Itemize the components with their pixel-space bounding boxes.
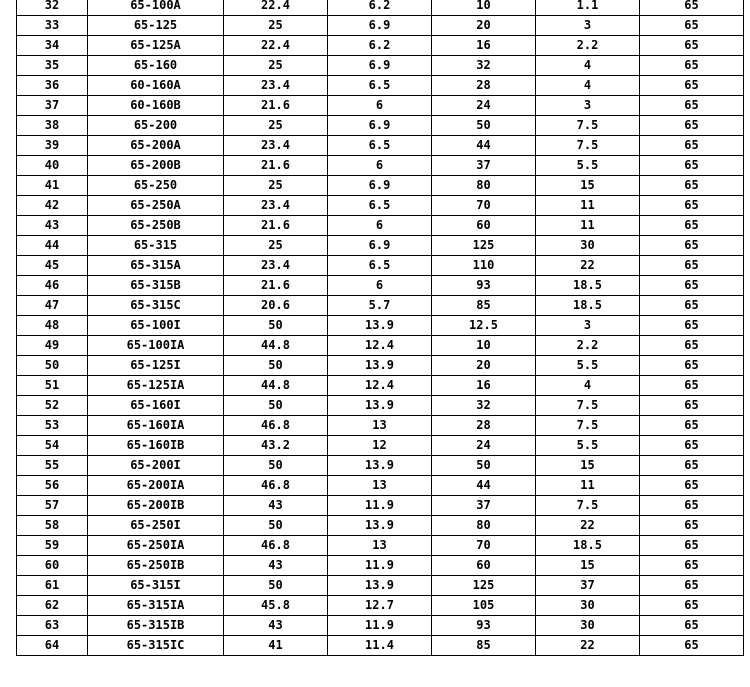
model-cell: 65-250IA bbox=[88, 536, 224, 556]
value-cell-4: 30 bbox=[536, 596, 640, 616]
value-cell-3: 20 bbox=[432, 356, 536, 376]
value-cell-2: 6.5 bbox=[328, 76, 432, 96]
value-cell-3: 110 bbox=[432, 256, 536, 276]
table-row bbox=[17, 216, 744, 236]
value-cell-4: 15 bbox=[536, 176, 640, 196]
row-number-cell: 45 bbox=[17, 256, 88, 276]
value-cell-4: 37 bbox=[536, 576, 640, 596]
value-cell-4: 7.5 bbox=[536, 416, 640, 436]
value-cell-1: 25 bbox=[224, 176, 328, 196]
value-cell-5: 65 bbox=[640, 476, 744, 496]
value-cell-5: 65 bbox=[640, 36, 744, 56]
model-cell: 65-250IB bbox=[88, 556, 224, 576]
table-row bbox=[17, 296, 744, 316]
row-number-cell: 50 bbox=[17, 356, 88, 376]
model-cell: 65-250A bbox=[88, 196, 224, 216]
value-cell-3: 125 bbox=[432, 236, 536, 256]
value-cell-5: 65 bbox=[640, 616, 744, 636]
value-cell-4: 4 bbox=[536, 376, 640, 396]
value-cell-2: 13 bbox=[328, 476, 432, 496]
value-cell-3: 93 bbox=[432, 276, 536, 296]
value-cell-2: 13.9 bbox=[328, 316, 432, 336]
model-cell: 65-200A bbox=[88, 136, 224, 156]
model-cell: 65-125IA bbox=[88, 376, 224, 396]
model-cell: 65-160IA bbox=[88, 416, 224, 436]
value-cell-5: 65 bbox=[640, 336, 744, 356]
value-cell-1: 43.2 bbox=[224, 436, 328, 456]
table-row bbox=[17, 116, 744, 136]
value-cell-1: 50 bbox=[224, 516, 328, 536]
row-number-cell: 60 bbox=[17, 556, 88, 576]
value-cell-1: 44.8 bbox=[224, 376, 328, 396]
value-cell-5: 65 bbox=[640, 196, 744, 216]
value-cell-3: 70 bbox=[432, 536, 536, 556]
value-cell-3: 10 bbox=[432, 336, 536, 356]
row-number-cell: 59 bbox=[17, 536, 88, 556]
value-cell-2: 5.7 bbox=[328, 296, 432, 316]
value-cell-5: 65 bbox=[640, 276, 744, 296]
value-cell-4: 22 bbox=[536, 516, 640, 536]
value-cell-3: 37 bbox=[432, 156, 536, 176]
row-number-cell: 39 bbox=[17, 136, 88, 156]
value-cell-5: 65 bbox=[640, 176, 744, 196]
model-cell: 65-160 bbox=[88, 56, 224, 76]
value-cell-5: 65 bbox=[640, 316, 744, 336]
value-cell-4: 7.5 bbox=[536, 396, 640, 416]
table-row bbox=[17, 376, 744, 396]
row-number-cell: 62 bbox=[17, 596, 88, 616]
value-cell-1: 20.6 bbox=[224, 296, 328, 316]
table-row bbox=[17, 616, 744, 636]
model-cell: 60-160A bbox=[88, 76, 224, 96]
row-number-cell: 48 bbox=[17, 316, 88, 336]
value-cell-2: 12.7 bbox=[328, 596, 432, 616]
value-cell-5: 65 bbox=[640, 516, 744, 536]
value-cell-3: 60 bbox=[432, 216, 536, 236]
row-number-cell: 56 bbox=[17, 476, 88, 496]
value-cell-4: 7.5 bbox=[536, 116, 640, 136]
value-cell-3: 44 bbox=[432, 476, 536, 496]
value-cell-4: 11 bbox=[536, 476, 640, 496]
value-cell-3: 28 bbox=[432, 76, 536, 96]
value-cell-1: 21.6 bbox=[224, 276, 328, 296]
table-row bbox=[17, 96, 744, 116]
value-cell-2: 13.9 bbox=[328, 456, 432, 476]
value-cell-2: 6.9 bbox=[328, 16, 432, 36]
row-number-cell: 46 bbox=[17, 276, 88, 296]
table-row bbox=[17, 556, 744, 576]
value-cell-5: 65 bbox=[640, 156, 744, 176]
value-cell-3: 28 bbox=[432, 416, 536, 436]
row-number-cell: 52 bbox=[17, 396, 88, 416]
value-cell-3: 24 bbox=[432, 96, 536, 116]
value-cell-5: 65 bbox=[640, 296, 744, 316]
row-number-cell: 51 bbox=[17, 376, 88, 396]
model-cell: 65-315C bbox=[88, 296, 224, 316]
value-cell-3: 16 bbox=[432, 376, 536, 396]
value-cell-5: 65 bbox=[640, 376, 744, 396]
value-cell-5: 65 bbox=[640, 596, 744, 616]
model-cell: 65-250I bbox=[88, 516, 224, 536]
table-body bbox=[17, 0, 744, 656]
row-number-cell: 41 bbox=[17, 176, 88, 196]
table-row bbox=[17, 0, 744, 16]
value-cell-1: 21.6 bbox=[224, 216, 328, 236]
value-cell-4: 4 bbox=[536, 76, 640, 96]
value-cell-3: 85 bbox=[432, 636, 536, 656]
value-cell-4: 4 bbox=[536, 56, 640, 76]
value-cell-1: 46.8 bbox=[224, 416, 328, 436]
value-cell-3: 93 bbox=[432, 616, 536, 636]
model-cell: 65-160IB bbox=[88, 436, 224, 456]
value-cell-5: 65 bbox=[640, 136, 744, 156]
value-cell-5: 65 bbox=[640, 456, 744, 476]
model-cell: 65-125I bbox=[88, 356, 224, 376]
value-cell-3: 24 bbox=[432, 436, 536, 456]
row-number-cell: 33 bbox=[17, 16, 88, 36]
value-cell-4: 15 bbox=[536, 556, 640, 576]
value-cell-1: 25 bbox=[224, 116, 328, 136]
value-cell-2: 6.5 bbox=[328, 136, 432, 156]
value-cell-4: 7.5 bbox=[536, 496, 640, 516]
value-cell-4: 5.5 bbox=[536, 436, 640, 456]
table-row bbox=[17, 56, 744, 76]
table-row bbox=[17, 356, 744, 376]
value-cell-2: 11.9 bbox=[328, 616, 432, 636]
table-row bbox=[17, 316, 744, 336]
value-cell-4: 2.2 bbox=[536, 36, 640, 56]
table-row bbox=[17, 436, 744, 456]
row-number-cell: 53 bbox=[17, 416, 88, 436]
value-cell-2: 6.2 bbox=[328, 0, 432, 16]
value-cell-1: 50 bbox=[224, 356, 328, 376]
value-cell-3: 37 bbox=[432, 496, 536, 516]
value-cell-5: 65 bbox=[640, 416, 744, 436]
value-cell-3: 16 bbox=[432, 36, 536, 56]
model-cell: 65-200 bbox=[88, 116, 224, 136]
value-cell-1: 45.8 bbox=[224, 596, 328, 616]
value-cell-2: 11.9 bbox=[328, 496, 432, 516]
value-cell-4: 18.5 bbox=[536, 296, 640, 316]
value-cell-4: 7.5 bbox=[536, 136, 640, 156]
value-cell-1: 50 bbox=[224, 396, 328, 416]
model-cell: 65-250B bbox=[88, 216, 224, 236]
table-row bbox=[17, 536, 744, 556]
model-cell: 65-315I bbox=[88, 576, 224, 596]
value-cell-5: 65 bbox=[640, 576, 744, 596]
value-cell-4: 22 bbox=[536, 636, 640, 656]
value-cell-1: 44.8 bbox=[224, 336, 328, 356]
model-cell: 65-250 bbox=[88, 176, 224, 196]
row-number-cell: 57 bbox=[17, 496, 88, 516]
value-cell-2: 6.2 bbox=[328, 36, 432, 56]
value-cell-5: 65 bbox=[640, 396, 744, 416]
value-cell-1: 25 bbox=[224, 56, 328, 76]
row-number-cell: 36 bbox=[17, 76, 88, 96]
value-cell-3: 50 bbox=[432, 456, 536, 476]
value-cell-1: 43 bbox=[224, 556, 328, 576]
value-cell-4: 18.5 bbox=[536, 276, 640, 296]
row-number-cell: 55 bbox=[17, 456, 88, 476]
row-number-cell: 63 bbox=[17, 616, 88, 636]
value-cell-5: 65 bbox=[640, 76, 744, 96]
model-cell: 65-200B bbox=[88, 156, 224, 176]
value-cell-2: 6 bbox=[328, 96, 432, 116]
model-cell: 65-200I bbox=[88, 456, 224, 476]
value-cell-5: 65 bbox=[640, 96, 744, 116]
row-number-cell: 37 bbox=[17, 96, 88, 116]
model-cell: 65-100I bbox=[88, 316, 224, 336]
value-cell-4: 3 bbox=[536, 316, 640, 336]
table-row bbox=[17, 256, 744, 276]
value-cell-4: 30 bbox=[536, 236, 640, 256]
value-cell-2: 6.9 bbox=[328, 236, 432, 256]
value-cell-1: 41 bbox=[224, 636, 328, 656]
value-cell-2: 12 bbox=[328, 436, 432, 456]
value-cell-2: 11.9 bbox=[328, 556, 432, 576]
value-cell-3: 85 bbox=[432, 296, 536, 316]
value-cell-4: 15 bbox=[536, 456, 640, 476]
value-cell-3: 105 bbox=[432, 596, 536, 616]
row-number-cell: 64 bbox=[17, 636, 88, 656]
table-row bbox=[17, 136, 744, 156]
table-row bbox=[17, 236, 744, 256]
table-row bbox=[17, 476, 744, 496]
row-number-cell: 34 bbox=[17, 36, 88, 56]
row-number-cell: 42 bbox=[17, 196, 88, 216]
value-cell-2: 6 bbox=[328, 276, 432, 296]
value-cell-3: 60 bbox=[432, 556, 536, 576]
value-cell-3: 50 bbox=[432, 116, 536, 136]
value-cell-1: 23.4 bbox=[224, 196, 328, 216]
table-row bbox=[17, 636, 744, 656]
value-cell-1: 43 bbox=[224, 496, 328, 516]
value-cell-3: 125 bbox=[432, 576, 536, 596]
value-cell-5: 65 bbox=[640, 556, 744, 576]
table-row bbox=[17, 576, 744, 596]
value-cell-4: 3 bbox=[536, 96, 640, 116]
value-cell-1: 23.4 bbox=[224, 76, 328, 96]
value-cell-3: 12.5 bbox=[432, 316, 536, 336]
row-number-cell: 35 bbox=[17, 56, 88, 76]
model-cell: 65-200IA bbox=[88, 476, 224, 496]
value-cell-5: 65 bbox=[640, 496, 744, 516]
model-cell: 65-125 bbox=[88, 16, 224, 36]
value-cell-3: 70 bbox=[432, 196, 536, 216]
table-row bbox=[17, 396, 744, 416]
value-cell-2: 6.5 bbox=[328, 196, 432, 216]
value-cell-2: 12.4 bbox=[328, 336, 432, 356]
value-cell-2: 11.4 bbox=[328, 636, 432, 656]
row-number-cell: 61 bbox=[17, 576, 88, 596]
table-row bbox=[17, 496, 744, 516]
model-cell: 65-315B bbox=[88, 276, 224, 296]
value-cell-1: 50 bbox=[224, 456, 328, 476]
value-cell-1: 23.4 bbox=[224, 136, 328, 156]
value-cell-1: 50 bbox=[224, 316, 328, 336]
model-cell: 65-315IB bbox=[88, 616, 224, 636]
value-cell-1: 25 bbox=[224, 236, 328, 256]
value-cell-1: 23.4 bbox=[224, 256, 328, 276]
value-cell-2: 13.9 bbox=[328, 576, 432, 596]
row-number-cell: 58 bbox=[17, 516, 88, 536]
model-cell: 65-315 bbox=[88, 236, 224, 256]
row-number-cell: 32 bbox=[17, 0, 88, 16]
value-cell-4: 1.1 bbox=[536, 0, 640, 16]
table-row bbox=[17, 16, 744, 36]
value-cell-1: 50 bbox=[224, 576, 328, 596]
model-cell: 65-100A bbox=[88, 0, 224, 16]
value-cell-3: 10 bbox=[432, 0, 536, 16]
table-row bbox=[17, 516, 744, 536]
value-cell-2: 12.4 bbox=[328, 376, 432, 396]
value-cell-5: 65 bbox=[640, 16, 744, 36]
table-row bbox=[17, 196, 744, 216]
model-cell: 65-200IB bbox=[88, 496, 224, 516]
value-cell-3: 32 bbox=[432, 396, 536, 416]
value-cell-5: 65 bbox=[640, 216, 744, 236]
row-number-cell: 43 bbox=[17, 216, 88, 236]
value-cell-2: 13 bbox=[328, 536, 432, 556]
row-number-cell: 38 bbox=[17, 116, 88, 136]
value-cell-1: 46.8 bbox=[224, 476, 328, 496]
value-cell-3: 80 bbox=[432, 516, 536, 536]
value-cell-1: 21.6 bbox=[224, 156, 328, 176]
value-cell-2: 13.9 bbox=[328, 356, 432, 376]
value-cell-1: 22.4 bbox=[224, 36, 328, 56]
value-cell-5: 65 bbox=[640, 536, 744, 556]
model-cell: 65-125A bbox=[88, 36, 224, 56]
value-cell-2: 6 bbox=[328, 156, 432, 176]
pump-spec-table bbox=[16, 0, 744, 656]
value-cell-4: 18.5 bbox=[536, 536, 640, 556]
value-cell-2: 13 bbox=[328, 416, 432, 436]
value-cell-3: 44 bbox=[432, 136, 536, 156]
value-cell-3: 80 bbox=[432, 176, 536, 196]
value-cell-2: 6.9 bbox=[328, 176, 432, 196]
value-cell-5: 65 bbox=[640, 116, 744, 136]
row-number-cell: 44 bbox=[17, 236, 88, 256]
table-row bbox=[17, 416, 744, 436]
value-cell-4: 3 bbox=[536, 16, 640, 36]
row-number-cell: 54 bbox=[17, 436, 88, 456]
table-row bbox=[17, 76, 744, 96]
value-cell-5: 65 bbox=[640, 256, 744, 276]
value-cell-4: 2.2 bbox=[536, 336, 640, 356]
value-cell-2: 6 bbox=[328, 216, 432, 236]
model-cell: 60-160B bbox=[88, 96, 224, 116]
value-cell-2: 6.9 bbox=[328, 56, 432, 76]
model-cell: 65-100IA bbox=[88, 336, 224, 356]
value-cell-4: 5.5 bbox=[536, 156, 640, 176]
row-number-cell: 47 bbox=[17, 296, 88, 316]
value-cell-1: 21.6 bbox=[224, 96, 328, 116]
model-cell: 65-315IA bbox=[88, 596, 224, 616]
row-number-cell: 49 bbox=[17, 336, 88, 356]
table-row bbox=[17, 156, 744, 176]
value-cell-2: 6.5 bbox=[328, 256, 432, 276]
value-cell-4: 5.5 bbox=[536, 356, 640, 376]
value-cell-3: 32 bbox=[432, 56, 536, 76]
table-row bbox=[17, 336, 744, 356]
value-cell-5: 65 bbox=[640, 56, 744, 76]
value-cell-5: 65 bbox=[640, 436, 744, 456]
value-cell-5: 65 bbox=[640, 636, 744, 656]
value-cell-4: 11 bbox=[536, 196, 640, 216]
value-cell-4: 22 bbox=[536, 256, 640, 276]
value-cell-1: 25 bbox=[224, 16, 328, 36]
value-cell-2: 13.9 bbox=[328, 396, 432, 416]
model-cell: 65-160I bbox=[88, 396, 224, 416]
value-cell-2: 13.9 bbox=[328, 516, 432, 536]
table-row bbox=[17, 456, 744, 476]
value-cell-1: 22.4 bbox=[224, 0, 328, 16]
table-row bbox=[17, 276, 744, 296]
table-row bbox=[17, 36, 744, 56]
value-cell-1: 43 bbox=[224, 616, 328, 636]
table-row bbox=[17, 176, 744, 196]
row-number-cell: 40 bbox=[17, 156, 88, 176]
table-row bbox=[17, 596, 744, 616]
value-cell-5: 65 bbox=[640, 356, 744, 376]
value-cell-5: 65 bbox=[640, 0, 744, 16]
value-cell-2: 6.9 bbox=[328, 116, 432, 136]
value-cell-5: 65 bbox=[640, 236, 744, 256]
value-cell-4: 11 bbox=[536, 216, 640, 236]
model-cell: 65-315A bbox=[88, 256, 224, 276]
value-cell-1: 46.8 bbox=[224, 536, 328, 556]
model-cell: 65-315IC bbox=[88, 636, 224, 656]
value-cell-3: 20 bbox=[432, 16, 536, 36]
value-cell-4: 30 bbox=[536, 616, 640, 636]
